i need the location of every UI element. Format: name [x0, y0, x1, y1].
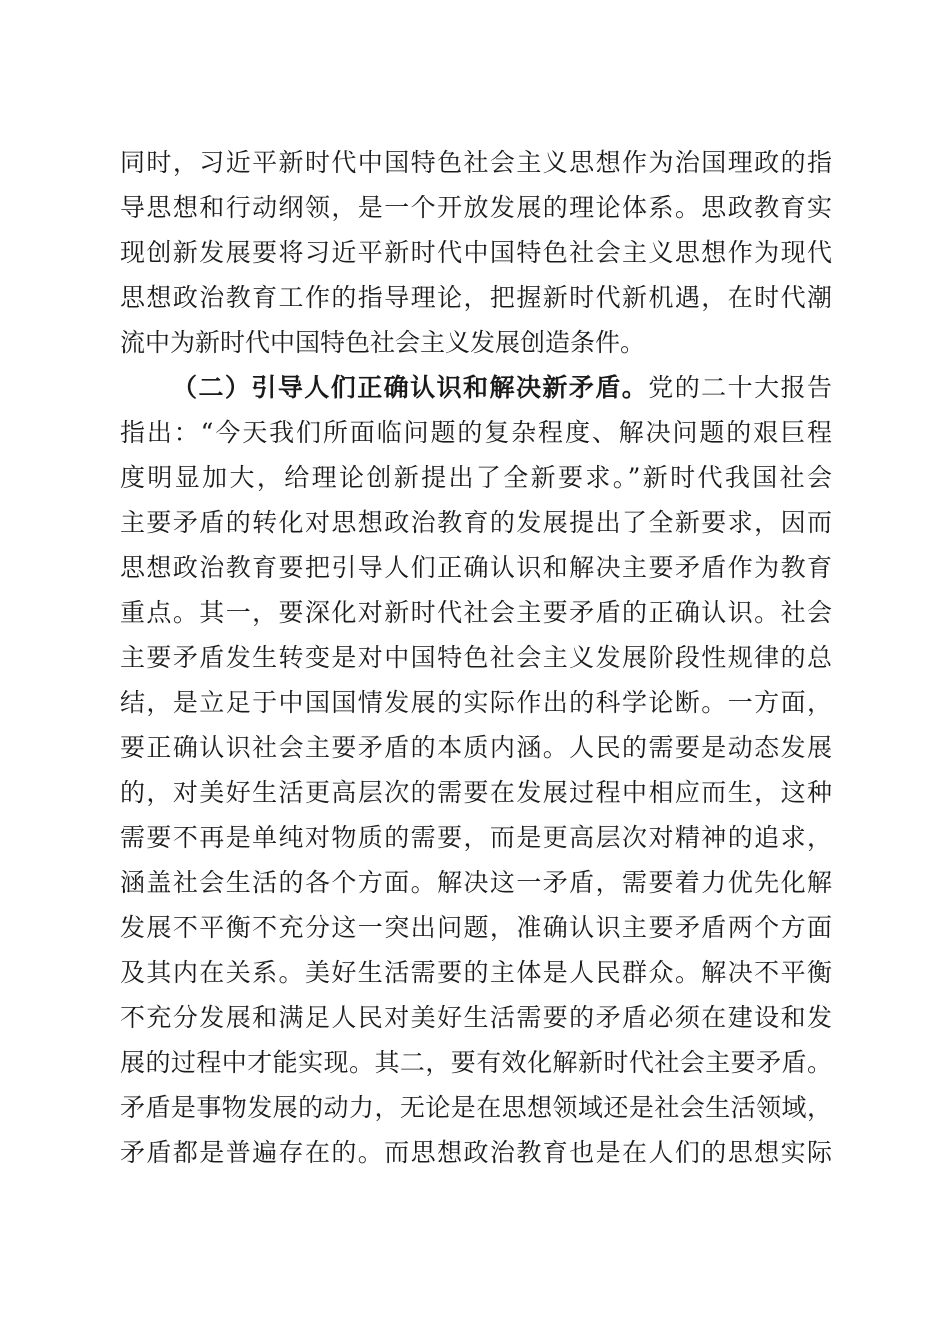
- text-line: 要正确认识社会主要矛盾的本质内涵。人民的需要是动态发展: [120, 733, 832, 762]
- paragraph-2: [120, 365, 832, 1220]
- text-line: 不充分发展和满足人民对美好生活需要的矛盾必须在建设和发: [120, 1003, 832, 1032]
- text-line: 指出：“今天我们所面临问题的复杂程度、解决问题的艰巨程: [120, 418, 832, 447]
- text-line: 现创新发展要将习近平新时代中国特色社会主义思想作为现代: [120, 238, 832, 267]
- body-text: [120, 140, 832, 1220]
- text-line: [120, 365, 832, 410]
- text-line: 导思想和行动纲领，是一个开放发展的理论体系。思政教育实: [120, 193, 832, 222]
- text-line: 主要矛盾的转化对思想政治教育的发展提出了全新要求，因而: [120, 508, 832, 537]
- text-line: 思想政治教育工作的指导理论，把握新时代新机遇，在时代潮: [120, 283, 832, 312]
- text-line: 涵盖社会生活的各个方面。解决这一矛盾，需要着力优先化解: [120, 868, 832, 897]
- text-line: 需要不再是单纯对物质的需要，而是更高层次对精神的追求，: [120, 823, 832, 852]
- text-line: 度明显加大，给理论创新提出了全新要求。”新时代我国社会: [120, 463, 832, 492]
- text-line: 思想政治教育要把引导人们正确认识和解决主要矛盾作为教育: [120, 553, 832, 582]
- text-line: 结，是立足于中国国情发展的实际作出的科学论断。一方面，: [120, 688, 832, 717]
- paragraph-1: [120, 140, 832, 365]
- text-line: 流中为新时代中国特色社会主义发展创造条件。: [120, 328, 646, 357]
- text-line: [120, 1175, 832, 1220]
- text-line: 展的过程中才能实现。其二，要有效化解新时代社会主要矛盾。: [120, 1048, 832, 1077]
- text-line: 主要矛盾发生转变是对中国特色社会主义发展阶段性规律的总: [120, 643, 832, 672]
- text-line: 的，对美好生活更高层次的需要在发展过程中相应而生，这种: [120, 778, 832, 807]
- text-line: 矛盾是事物发展的动力，无论是在思想领域还是社会生活领域，: [120, 1093, 832, 1122]
- section-heading: （二）引导人们正确认识和解决新矛盾。: [172, 373, 649, 402]
- heading-line-rest: 党的二十大报告: [648, 373, 832, 402]
- text-line: 发展不平衡不充分这一突出问题，准确认识主要矛盾两个方面: [120, 913, 832, 942]
- text-line: 同时，习近平新时代中国特色社会主义思想作为治国理政的指: [120, 148, 832, 177]
- text-line: 重点。其一，要深化对新时代社会主要矛盾的正确认识。社会: [120, 598, 832, 627]
- text-line: 及其内在关系。美好生活需要的主体是人民群众。解决不平衡: [120, 958, 832, 987]
- text-line: 矛盾都是普遍存在的。而思想政治教育也是在人们的思想实际: [120, 1138, 832, 1167]
